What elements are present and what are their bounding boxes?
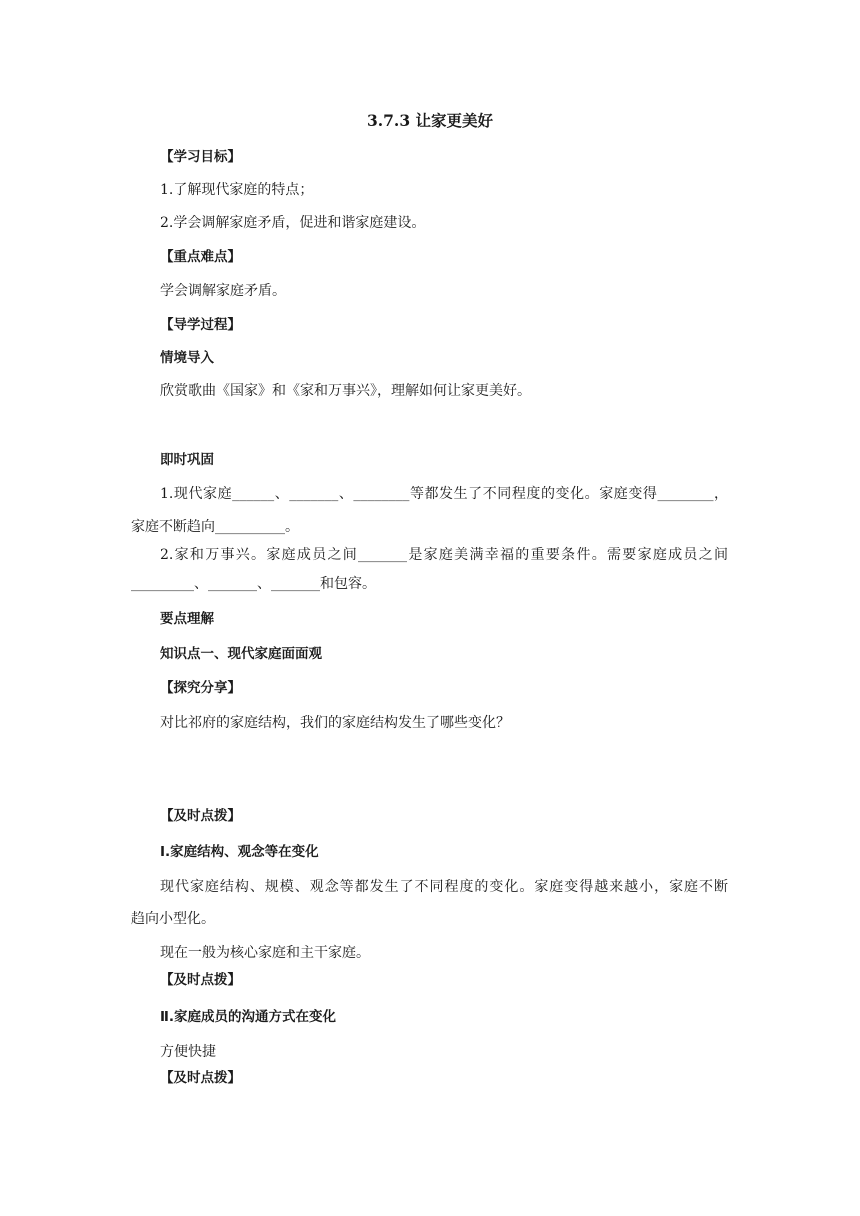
goal-item-2: 2.学会调解家庭矛盾，促进和谐家庭建设。 <box>160 215 426 231</box>
question-1-line-1: 1.现代家庭______、_______、________等都发生了不同程度的变化。家庭变得________， <box>160 486 728 502</box>
intro-text: 欣赏歌曲《国家》和《家和万事兴》，理解如何让家更美好。 <box>160 383 531 399</box>
question-1-line-2: 家庭不断趋向__________。 <box>131 519 299 535</box>
sub-1-text-2: 现在一般为核心家庭和主干家庭。 <box>160 945 370 961</box>
sub-1-text-line-2: 趋向小型化。 <box>131 911 215 927</box>
tip-heading-2: 【及时点拨】 <box>160 972 241 988</box>
sub-2-text: 方便快捷 <box>160 1044 216 1060</box>
sub-heading-2: Ⅱ.家庭成员的沟通方式在变化 <box>160 1009 337 1025</box>
question-2-line-2: _________、_______、_______和包容。 <box>131 576 376 592</box>
tip-heading-3: 【及时点拨】 <box>160 1070 241 1086</box>
question-2-line-1: 2.家和万事兴。家庭成员之间_______是家庭美满幸福的重要条件。需要家庭成员之间 <box>160 547 728 563</box>
tip-heading-1: 【及时点拨】 <box>160 808 241 824</box>
consolidate-heading: 即时巩固 <box>160 452 214 468</box>
explore-heading: 【探究分享】 <box>160 680 241 696</box>
key-text: 学会调解家庭矛盾。 <box>160 283 286 299</box>
process-heading: 【导学过程】 <box>160 317 241 333</box>
points-heading: 要点理解 <box>160 611 214 627</box>
page-title: 3.7.3 让家更美好 <box>366 111 494 130</box>
sub-heading-1: Ⅰ.家庭结构、观念等在变化 <box>160 844 319 860</box>
explore-text: 对比祁府的家庭结构，我们的家庭结构发生了哪些变化？ <box>160 715 510 731</box>
intro-heading: 情境导入 <box>160 350 214 366</box>
knowledge-point-1-heading: 知识点一、现代家庭面面观 <box>160 646 322 662</box>
goal-item-1: 1.了解现代家庭的特点； <box>160 182 314 198</box>
goals-heading: 【学习目标】 <box>160 149 241 165</box>
sub-1-text-line-1: 现代家庭结构、规模、观念等都发生了不同程度的变化。家庭变得越来越小，家庭不断 <box>160 879 728 895</box>
key-heading: 【重点难点】 <box>160 249 241 265</box>
